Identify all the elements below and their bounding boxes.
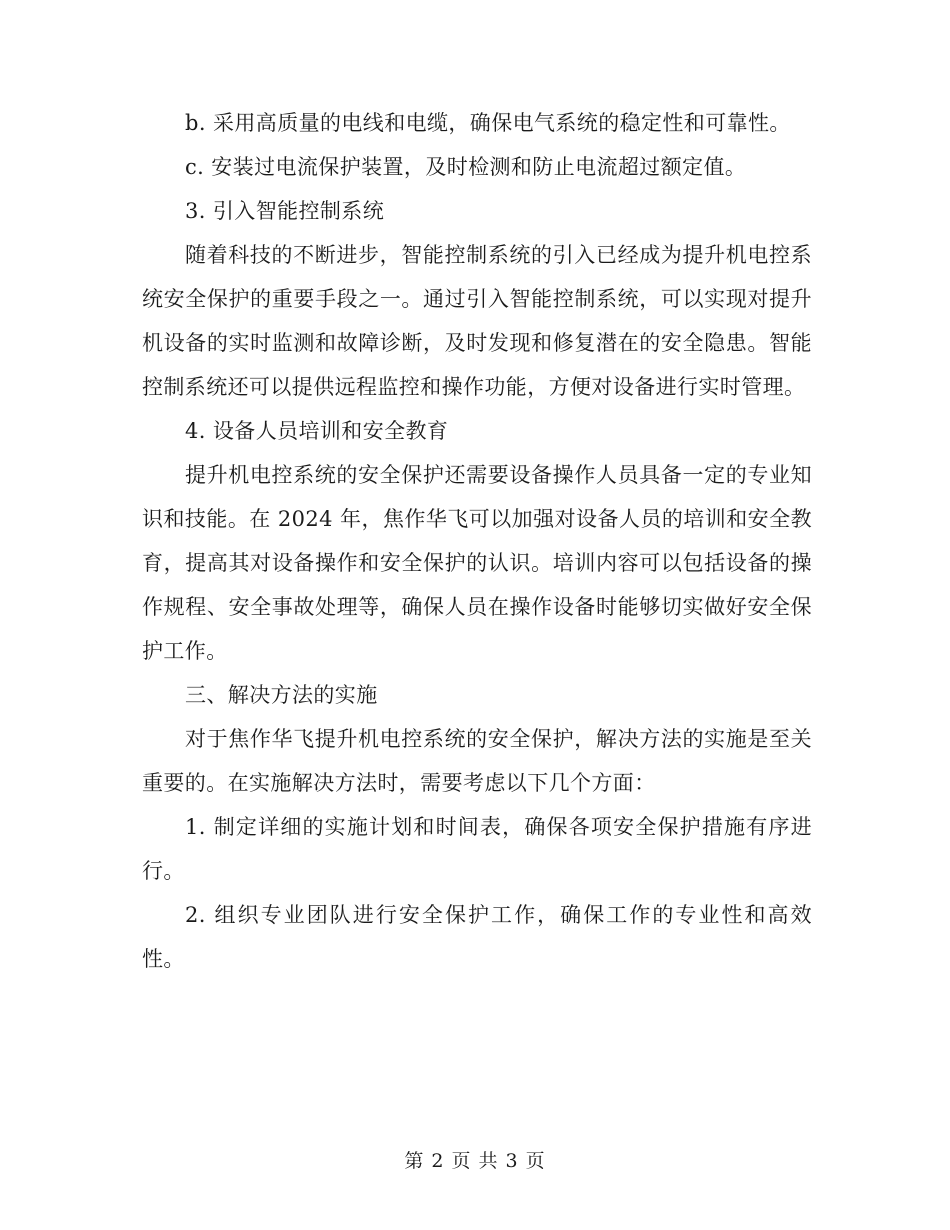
paragraph-item-c: c. 安装过电流保护装置，及时检测和防止电流超过额定值。 <box>185 155 747 179</box>
list-item-1: 1. 制定详细的实施计划和时间表，确保各项安全保护措施有序进行。 <box>142 815 812 883</box>
paragraph-training: 提升机电控系统的安全保护还需要设备操作人员具备一定的专业知识和技能。在 2024 年，焦作华飞可以加强对设备人员的培训和安全教育，提高其对设备操作和安全保护的认识。培训内容可以包括设备的操作规程、安全事故处理等，确保人员在操作设备时能够切实做好安全保护工作。 <box>142 463 812 663</box>
page-number-footer: 第 2 页 共 3 页 <box>404 1150 546 1172</box>
paragraph-implementation: 对于焦作华飞提升机电控系统的安全保护，解决方法的实施是至关重要的。在实施解决方法时，需要考虑以下几个方面： <box>142 727 812 795</box>
paragraph-smart-control: 随着科技的不断进步，智能控制系统的引入已经成为提升机电控系统安全保护的重要手段之一。通过引入智能控制系统，可以实现对提升机设备的实时监测和故障诊断，及时发现和修复潜在的安全隐患。智能控制系统还可以提供远程监控和操作功能，方便对设备进行实时管理。 <box>142 243 812 399</box>
list-item-2: 2. 组织专业团队进行安全保护工作，确保工作的专业性和高效性。 <box>142 903 812 971</box>
paragraph-item-b: b. 采用高质量的电线和电缆，确保电气系统的稳定性和可靠性。 <box>185 111 791 135</box>
document-body <box>142 101 812 981</box>
section-heading-4: 4. 设备人员培训和安全教育 <box>185 419 449 443</box>
chapter-heading-3: 三、解决方法的实施 <box>185 683 378 707</box>
section-heading-3: 3. 引入智能控制系统 <box>185 199 385 223</box>
